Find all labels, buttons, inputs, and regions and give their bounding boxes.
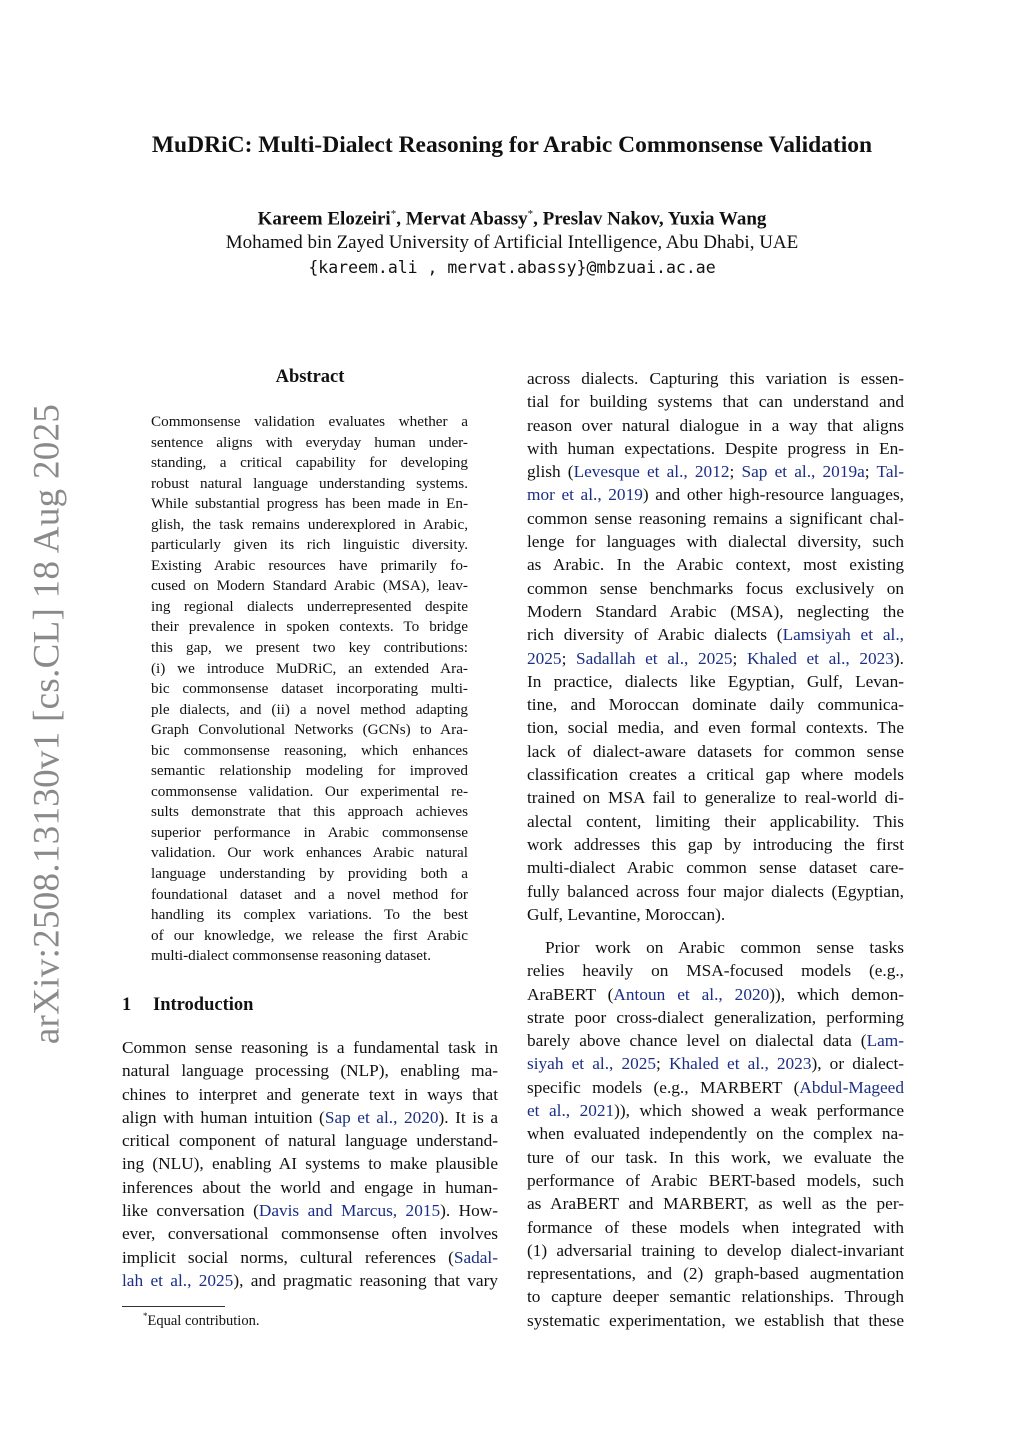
- body-text: trained on MSA fail to generalize to real-world di-: [527, 788, 904, 808]
- body-line: [527, 670, 904, 693]
- arxiv-identifier: arXiv:2508.13130v1 [cs.CL] 18 Aug 2025: [26, 403, 68, 1045]
- citation-link[interactable]: Lamsiyah et al.,: [782, 625, 904, 645]
- body-line: [527, 1309, 904, 1332]
- author-list: [0, 208, 1024, 230]
- abstract-line: multi-dialect commonsense reasoning dataset.: [151, 947, 432, 965]
- abstract-line: robust natural language understanding systems.: [151, 474, 468, 492]
- body-text: inferences about the world and engage in human-: [122, 1177, 498, 1197]
- body-line: [527, 1099, 904, 1122]
- body-text: like conversation (: [122, 1201, 259, 1221]
- body-line: [122, 1106, 498, 1129]
- body-text: Common sense reasoning is a fundamental task in: [122, 1038, 498, 1057]
- abstract-line: glish, the task remains underexplored in Arabic,: [151, 515, 468, 533]
- abstract-line: While substantial progress has been made in En-: [151, 495, 468, 513]
- body-text: specific models (e.g., MARBERT (: [527, 1077, 800, 1097]
- body-text: lenge for languages with dialectal diversity, such: [527, 532, 904, 552]
- body-text: ;: [656, 1054, 669, 1074]
- body-text: alectal content, limiting their applicability. This: [527, 811, 904, 831]
- citation-link[interactable]: Tal-: [876, 462, 905, 482]
- abstract-heading: Abstract: [275, 367, 345, 387]
- body-line: [122, 1269, 498, 1292]
- body-line: [527, 1262, 904, 1285]
- body-line: [527, 1146, 904, 1169]
- body-text: ;: [732, 648, 747, 668]
- abstract-line: bic commonsense reasoning, which enhances: [151, 741, 468, 759]
- body-line: [122, 1129, 498, 1152]
- body-line: [122, 1059, 498, 1082]
- author-email: {kareem.ali , mervat.abassy}@mbzuai.ac.ae: [308, 258, 716, 277]
- author-affiliation: Mohamed bin Zayed University of Artificial Intelligence, Abu Dhabi, UAE: [225, 232, 799, 253]
- body-text: )), which demon-: [769, 984, 904, 1004]
- body-text: across dialects. Capturing this variation is essen-: [527, 369, 904, 388]
- body-text: tial for building systems that can understand and: [527, 392, 904, 412]
- body-text: ever, conversational commonsense often involves: [122, 1224, 498, 1244]
- body-line: [527, 716, 904, 739]
- footnote-mark: *: [143, 1311, 148, 1321]
- body-text: In practice, dialects like Egyptian, Gulf, Levan-: [527, 671, 904, 691]
- body-text: ture of our task. In this work, we evaluate the: [527, 1147, 904, 1167]
- abstract-line: validation. Our work enhances Arabic natural: [151, 844, 468, 862]
- body-text: chines to interpret and generate text in ways that: [122, 1084, 498, 1104]
- citation-link[interactable]: Sap et al., 2020: [324, 1107, 439, 1127]
- introduction-left-column: [122, 1036, 498, 1292]
- body-line: [527, 740, 904, 763]
- body-line: [527, 786, 904, 809]
- body-text: ) and other high-resource languages,: [642, 485, 904, 505]
- body-text: )), which showed a weak performance: [614, 1101, 905, 1121]
- abstract-line: Graph Convolutional Networks (GCNs) to Ara-: [151, 721, 468, 739]
- body-line: [527, 763, 904, 786]
- citation-link[interactable]: Khaled et al., 2023: [669, 1054, 812, 1074]
- body-text: reason over natural dialogue in a way that aligns: [527, 415, 904, 435]
- abstract-line: cused on Modern Standard Arabic (MSA), leav-: [151, 577, 468, 595]
- body-line: [527, 936, 904, 959]
- body-text: with human expectations. Despite progress in En-: [527, 438, 904, 458]
- author-name: Kareem Elozeiri: [257, 208, 391, 230]
- body-text: as Arabic. In the Arabic context, most existing: [527, 555, 904, 575]
- body-line: [122, 1036, 498, 1059]
- citation-link[interactable]: mor et al., 2019: [527, 485, 643, 505]
- citation-link[interactable]: Abdul-Mageed: [799, 1077, 904, 1097]
- body-line: [527, 530, 904, 553]
- abstract-line: standing, a critical capability for developing: [151, 454, 468, 472]
- abstract-line: sentence aligns with everyday human under-: [151, 433, 468, 451]
- body-text: work addresses this gap by introducing the first: [527, 834, 904, 854]
- body-line: [527, 833, 904, 856]
- body-text: AraBERT (: [527, 984, 614, 1004]
- body-line: [527, 1122, 904, 1145]
- body-line: [122, 1222, 498, 1245]
- body-line: [527, 1169, 904, 1192]
- body-text: relies heavily on MSA-focused models (e.g.,: [527, 961, 904, 981]
- author-name: Preslav Nakov: [542, 208, 659, 230]
- body-text: ), and pragmatic reasoning that vary: [233, 1270, 498, 1290]
- body-line: [527, 1076, 904, 1099]
- body-line: [527, 367, 904, 390]
- body-text: common sense benchmarks focus exclusively on: [527, 578, 904, 598]
- body-line: [527, 460, 904, 483]
- abstract-line: superior performance in Arabic commonsense: [151, 823, 468, 841]
- body-line: [527, 856, 904, 879]
- body-text: tion, social media, and even formal contexts. The: [527, 718, 904, 738]
- section-heading-introduction: [122, 995, 498, 1016]
- paper-title: MuDRiC: Multi-Dialect Reasoning for Arabic Commonsense Validation: [151, 132, 873, 158]
- footnote-rule: [122, 1306, 225, 1307]
- body-line: [527, 983, 904, 1006]
- body-line: [527, 1239, 904, 1262]
- body-text: ). It is a: [438, 1107, 499, 1127]
- body-text: multi-dialect Arabic common sense dataset care-: [527, 858, 904, 878]
- body-text: when evaluated independently on the complex na-: [527, 1124, 904, 1144]
- body-line: [527, 959, 904, 982]
- body-text: Modern Standard Arabic (MSA), neglecting the: [527, 601, 904, 621]
- footnote: [143, 1311, 259, 1330]
- body-line: [527, 693, 904, 716]
- body-line: [527, 623, 904, 646]
- body-line: [527, 414, 904, 437]
- footnote-text: Equal contribution.: [147, 1312, 260, 1329]
- body-text: ).: [893, 648, 904, 668]
- body-line: [527, 577, 904, 600]
- equal-contribution-mark: *: [390, 208, 397, 220]
- abstract-line: (i) we introduce MuDRiC, an extended Ara-: [151, 659, 468, 677]
- body-line: [527, 647, 904, 670]
- body-line: [527, 880, 904, 903]
- body-text: to capture deeper semantic relationships. Through: [527, 1287, 904, 1307]
- citation-link[interactable]: siyah et al., 2025: [527, 1054, 657, 1074]
- body-text: ). How-: [440, 1201, 498, 1221]
- citation-link[interactable]: Levesque et al., 2012: [573, 462, 730, 482]
- citation-link[interactable]: Khaled et al., 2023: [746, 648, 894, 668]
- body-text: align with human intuition (: [122, 1107, 325, 1127]
- abstract-line: bic commonsense dataset incorporating multi-: [151, 680, 468, 698]
- abstract-line: Commonsense validation evaluates whether a: [151, 413, 468, 430]
- abstract-line: commonsense validation. Our experimental re-: [151, 782, 468, 800]
- citation-link[interactable]: Sadallah et al., 2025: [576, 648, 733, 668]
- body-line: [527, 1006, 904, 1029]
- body-text: natural language processing (NLP), enabling ma-: [122, 1061, 498, 1081]
- body-text: classification creates a critical gap where models: [527, 765, 904, 785]
- body-text: lack of dialect-aware datasets for common sense: [527, 741, 904, 761]
- body-text: performance of Arabic BERT-based models, such: [527, 1170, 904, 1190]
- abstract-line: ing regional dialects underrepresented despite: [151, 597, 468, 615]
- body-text: (1) adversarial training to develop dialect-invariant: [527, 1240, 904, 1260]
- abstract-line: handling its complex variations. To the best: [151, 906, 468, 924]
- body-text: tine, and Moroccan dominate daily communica-: [527, 695, 904, 715]
- body-text: barely above chance level on dialectal data (: [527, 1031, 867, 1051]
- body-line: [527, 1029, 904, 1052]
- author-name: Mervat Abassy: [405, 208, 528, 230]
- citation-link[interactable]: lah et al., 2025: [122, 1270, 234, 1290]
- body-text: implicit social norms, cultural references (: [122, 1247, 454, 1267]
- abstract-line: semantic relationship modeling for improved: [151, 762, 468, 780]
- citation-link[interactable]: 2025: [527, 648, 562, 668]
- body-text: representations, and (2) graph-based augmentation: [527, 1264, 904, 1284]
- body-line: [122, 1246, 498, 1269]
- body-text: Prior work on Arabic common sense tasks: [545, 938, 904, 957]
- author-separator: ,: [533, 208, 543, 230]
- body-text: strate poor cross-dialect generalization, performing: [527, 1007, 904, 1027]
- body-text: ing (NLU), enabling AI systems to make plausible: [122, 1154, 498, 1174]
- body-text: ;: [729, 462, 742, 482]
- body-text: common sense reasoning remains a significant chal-: [527, 508, 904, 528]
- abstract-line: of our knowledge, we release the first Arabic: [151, 926, 468, 944]
- abstract-line: Existing Arabic resources have primarily fo-: [151, 556, 468, 574]
- body-line: [527, 553, 904, 576]
- abstract-line: sults demonstrate that this approach achieves: [151, 803, 468, 821]
- abstract-line: particularly given its rich linguistic diversity.: [151, 536, 468, 554]
- introduction-right-paragraph-2: [527, 936, 904, 1332]
- body-text: fully balanced across four major dialects (Egyptian,: [527, 881, 904, 901]
- author-separator: ,: [658, 208, 668, 230]
- abstract-body: [151, 412, 468, 967]
- body-text: ;: [864, 462, 877, 482]
- body-text: critical component of natural language understand-: [122, 1131, 498, 1151]
- body-line: [527, 507, 904, 530]
- body-line: [122, 1199, 498, 1222]
- body-line: [527, 1285, 904, 1308]
- abstract-line: foundational dataset and a novel method for: [151, 885, 468, 903]
- body-line: [527, 1192, 904, 1215]
- abstract-line: their prevalence in spoken contexts. To bridge: [151, 618, 468, 636]
- body-line: [527, 390, 904, 413]
- section-title: Introduction: [153, 995, 254, 1015]
- author-separator: ,: [396, 208, 406, 230]
- body-line: [122, 1083, 498, 1106]
- citation-link[interactable]: Sadal-: [453, 1247, 498, 1267]
- body-line: [527, 810, 904, 833]
- introduction-right-paragraph-1: [527, 367, 904, 926]
- body-text: systematic experimentation, we establish that these: [527, 1310, 904, 1330]
- body-line: [527, 903, 904, 926]
- body-line: [527, 1052, 904, 1075]
- body-text: glish (: [527, 462, 574, 482]
- citation-link[interactable]: Lam-: [866, 1031, 904, 1051]
- body-text: ;: [561, 648, 576, 668]
- equal-contribution-mark: *: [527, 208, 534, 220]
- body-line: [527, 600, 904, 623]
- body-text: ), or dialect-: [811, 1054, 905, 1074]
- body-text: as AraBERT and MARBERT, as well as the per-: [527, 1194, 904, 1214]
- body-text: formance of these models when integrated with: [527, 1217, 904, 1237]
- abstract-line: this gap, we present two key contributions:: [151, 639, 468, 657]
- body-line: [527, 483, 904, 506]
- body-text: Gulf, Levantine, Moroccan).: [527, 904, 726, 924]
- body-line: [527, 437, 904, 460]
- abstract-line: language understanding by providing both a: [151, 865, 468, 883]
- author-name: Yuxia Wang: [667, 208, 767, 230]
- citation-link[interactable]: Antoun et al., 2020: [613, 984, 770, 1004]
- citation-link[interactable]: Sap et al., 2019a: [741, 462, 865, 482]
- body-line: [122, 1176, 498, 1199]
- body-text: rich diversity of Arabic dialects (: [527, 625, 783, 645]
- citation-link[interactable]: et al., 2021: [527, 1101, 615, 1121]
- section-number: 1: [122, 995, 132, 1015]
- body-line: [122, 1152, 498, 1175]
- abstract-line: ple dialects, and (ii) a novel method adapting: [151, 700, 468, 718]
- body-line: [527, 1216, 904, 1239]
- citation-link[interactable]: Davis and Marcus, 2015: [258, 1201, 441, 1221]
